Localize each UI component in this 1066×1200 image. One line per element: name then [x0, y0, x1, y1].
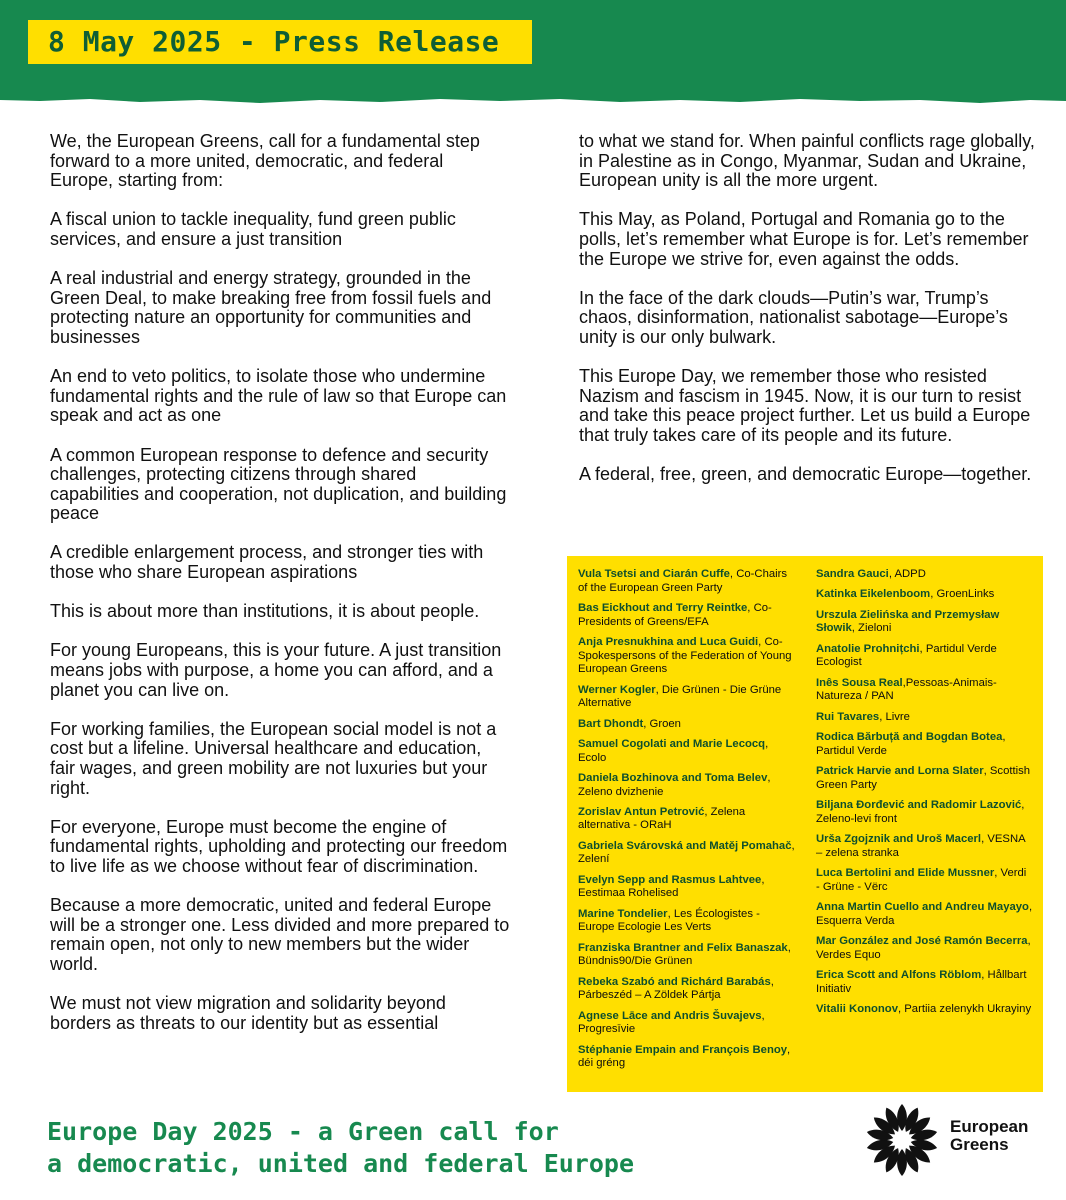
body-right-paragraph: A federal, free, green, and democratic Europe—together. — [579, 464, 1032, 485]
signatory-separator: , — [1028, 901, 1033, 914]
signatory-affiliation: Scottish Green Party — [815, 765, 1031, 791]
signatory-names: Urszula Zielińska and Przemysław Słowik — [815, 608, 1000, 635]
signatory-separator: , — [902, 676, 906, 689]
signatory-separator: , — [761, 873, 765, 886]
signatory-names: Werner Kogler — [578, 683, 656, 696]
signatory-names: Bas Eickhout and Terry Reintke — [578, 601, 748, 614]
signatory-affiliation: Progresīvie — [578, 1023, 636, 1036]
body-right-column — [579, 132, 1044, 504]
signatory-affiliation: Die Grünen - Die Grüne Alternative — [578, 683, 782, 710]
date-banner: 8 May 2025 - Press Release — [28, 20, 532, 64]
signatory-entry — [816, 568, 1033, 582]
signatory-separator: , — [851, 622, 859, 635]
signatory-affiliation: Ecolo — [578, 751, 607, 764]
signatory-separator: , — [655, 683, 662, 696]
body-left-paragraph: This is about more than institutions, it is about people. — [50, 601, 480, 622]
signatory-names: Marine Tondelier — [578, 907, 668, 920]
signatory-separator: , — [643, 717, 650, 730]
footer-title — [47, 1116, 747, 1180]
sunflower-icon — [864, 1102, 944, 1178]
signatory-separator: , — [667, 907, 674, 920]
signatory-names: Vula Tsetsi and Ciarán Cuffe — [578, 568, 730, 580]
signatory-names: Katinka Eikelenboom — [815, 588, 931, 601]
signatory-entry — [578, 1044, 798, 1071]
signatory-affiliation: Esquerra Verda — [815, 914, 895, 927]
signatory-entry — [816, 833, 1033, 860]
signatory-names: Anna Martin Cuello and Andreu Mayayo — [815, 901, 1029, 914]
body-left-paragraph: An end to veto politics, to isolate those who undermine fundamental rights and the rule of law so that Europe can speak and act as one — [50, 366, 507, 426]
signatory-affiliation: Bündnis90/Die Grünen — [578, 955, 693, 968]
signatory-names: Erica Scott and Alfons Röblom — [815, 969, 982, 982]
signatory-entry — [816, 609, 1033, 636]
signatory-affiliation: GroenLinks — [936, 588, 995, 601]
signatory-affiliation: Verdes Equo — [815, 948, 881, 961]
body-right-paragraph: This May, as Poland, Portugal and Romania go to the polls, let’s remember what Europe is for. Let’s remember the Europe we strive for, even against the odds. — [579, 209, 1029, 269]
signatory-affiliation: déi gréng — [578, 1057, 626, 1070]
signatory-affiliation: Zieloni — [858, 622, 892, 635]
signatory-affiliation: VESNA – zelena stranka — [815, 833, 1026, 859]
signatory-affiliation: Groen — [649, 717, 681, 730]
signatories-box — [567, 556, 1043, 1092]
body-left-column — [50, 132, 510, 1053]
signatory-names: Sandra Gauci — [815, 568, 889, 580]
signatory-names: Daniela Bozhinova and Toma Belev — [578, 771, 768, 784]
signatory-entry — [578, 840, 798, 867]
body-left-paragraph: We, the European Greens, call for a fundamental step forward to a more united, democratic, and federal Europe, starting from: — [50, 131, 480, 191]
signatory-separator: , — [791, 839, 795, 852]
signatory-separator: , — [1002, 731, 1006, 744]
body-left-paragraph: For everyone, Europe must become the engine of fundamental rights, upholding and protecting our freedom to live life as we choose without fear of discrimination. — [50, 816, 508, 876]
signatory-entry — [578, 772, 798, 799]
signatory-affiliation: Co-Spokespersons of the Federation of Young European Greens — [578, 635, 792, 676]
signatory-separator: , — [930, 588, 937, 601]
signatory-affiliation: Partiia zelenykh Ukrayiny — [904, 1003, 1032, 1015]
logo-line-1: European — [950, 1117, 1029, 1136]
signatory-entry — [816, 765, 1033, 792]
signatory-separator: , — [879, 710, 886, 723]
body-right-paragraph: This Europe Day, we remember those who resisted Nazism and fascism in 1945. Now, it is our turn to resist and take this peace project further. Let us build a Europe that truly takes care of its people and its future. — [579, 366, 1031, 445]
footer-title-line-2: a democratic, united and federal Europe — [47, 1149, 634, 1178]
signatory-entry — [816, 677, 1033, 704]
signatory-affiliation: Eestimaa Rohelised — [578, 887, 679, 900]
signatory-separator: , — [1027, 935, 1031, 948]
signatory-affiliation: Co-Chairs of the European Green Party — [578, 568, 788, 594]
signatory-separator: , — [761, 1009, 765, 1022]
signatory-entry — [578, 1010, 798, 1037]
signatory-entry — [816, 1003, 1033, 1017]
signatory-names: Agnese Lāce and Andris Šuvajevs — [578, 1009, 762, 1022]
signatory-names: Stéphanie Empain and François Benoy — [578, 1043, 788, 1056]
signatory-separator: , — [787, 1043, 791, 1056]
signatory-separator: , — [981, 833, 988, 846]
signatory-entry — [816, 731, 1033, 758]
signatory-entry — [578, 874, 798, 901]
signatory-separator: , — [983, 765, 990, 778]
signatory-names: Anja Presnukhina and Luca Guidi — [578, 635, 759, 648]
european-greens-logo — [864, 1102, 1054, 1178]
signatory-affiliation: Hållbart Initiativ — [815, 969, 1027, 995]
signatory-affiliation: Co-Presidents of Greens/EFA — [578, 601, 772, 628]
signatory-entry — [816, 901, 1033, 928]
signatory-affiliation: Pessoas-Animais-Natureza / PAN — [815, 676, 997, 703]
body-left-paragraph: A fiscal union to tackle inequality, fund green public services, and ensure a just transition — [50, 209, 456, 249]
signatory-separator: , — [770, 975, 774, 988]
signatory-names: Patrick Harvie and Lorna Slater — [815, 765, 984, 778]
signatory-separator: , — [919, 642, 926, 655]
signatory-names: Zorislav Antun Petrović — [578, 805, 705, 818]
signatory-separator: , — [994, 867, 1001, 880]
signatory-affiliation: Zeleno-levi front — [815, 812, 897, 825]
signatory-names: Samuel Cogolati and Marie Lecocq — [578, 737, 766, 750]
signatory-affiliation: Les Écologistes - Europe Ecologie Les Verts — [578, 907, 760, 934]
signatory-entry — [578, 908, 798, 935]
sunflower-center — [896, 1134, 908, 1146]
body-left-paragraph: We must not view migration and solidarity beyond borders as threats to our identity but as essential — [50, 993, 446, 1033]
signatory-entry — [578, 636, 798, 677]
signatory-names: Luca Bertolini and Elide Mussner — [815, 867, 995, 880]
signatory-affiliation: Partidul Verde — [815, 744, 887, 757]
signatory-entry — [816, 799, 1033, 826]
signatory-names: Inês Sousa Real — [815, 676, 903, 689]
signatory-separator: , — [729, 568, 737, 580]
signatory-affiliation: Zeleno dvizhenie — [578, 785, 664, 798]
signatory-names: Anatolie Prohnițchi — [815, 642, 920, 655]
body-left-paragraph: A credible enlargement process, and stronger ties with those who share European aspirations — [50, 542, 484, 583]
signatory-names: Evelyn Sepp and Rasmus Lahtvee — [578, 873, 762, 886]
header-band — [0, 0, 1066, 108]
signatory-separator: , — [888, 568, 895, 580]
body-right-paragraph: In the face of the dark clouds—Putin’s war, Trump’s chaos, disinformation, nationalist sabotage—Europe’s unity is our only bulwark. — [579, 287, 1008, 347]
logo-line-2: Greens — [950, 1135, 1009, 1154]
logo-wordmark — [950, 1118, 1028, 1154]
signatory-affiliation: ADPD — [894, 568, 926, 580]
signatory-entry — [578, 568, 798, 595]
signatory-names: Rodica Bărbuță and Bogdan Botea — [815, 731, 1003, 744]
signatory-names: Vitalii Kononov — [815, 1003, 898, 1015]
signatories-right-column — [816, 568, 1033, 1092]
body-left-paragraph: A common European response to defence and security challenges, protecting citizens through shared capabilities and cooperation, not duplication, and building peace — [50, 444, 507, 524]
signatory-names: Franziska Brantner and Felix Banaszak — [578, 941, 788, 954]
signatory-separator: , — [747, 601, 754, 614]
signatory-entry — [578, 684, 798, 711]
signatory-separator: , — [765, 737, 769, 750]
body-left-paragraph: For working families, the European social model is not a cost but a lifeline. Universal healthcare and education, fair wages, and green mobility are not luxuries but your right. — [50, 718, 497, 798]
signatory-names: Bart Dhondt — [578, 717, 644, 730]
signatory-affiliation: Zelena alternativa - ORaH — [578, 805, 746, 832]
signatory-entry — [816, 935, 1033, 962]
signatory-entry — [816, 643, 1033, 670]
signatory-names: Rui Tavares — [815, 710, 880, 723]
signatory-entry — [816, 969, 1033, 996]
signatory-entry — [578, 738, 798, 765]
signatory-separator: , — [787, 941, 791, 954]
signatory-separator: , — [767, 771, 771, 784]
signatory-entry — [578, 976, 798, 1003]
body-left-paragraph: Because a more democratic, united and federal Europe will be a stronger one. Less divided and more prepared to remain open, not only to new members but the wider world. — [50, 895, 510, 974]
signatory-entry — [816, 588, 1033, 602]
signatory-entry — [816, 867, 1033, 894]
signatory-affiliation: Párbeszéd – A Zöldek Pártja — [578, 989, 721, 1002]
signatory-entry — [578, 806, 798, 833]
signatory-affiliation: Livre — [885, 710, 910, 723]
body-left-paragraph: A real industrial and energy strategy, grounded in the Green Deal, to make breaking free from fossil fuels and protecting nature an opportunity for communities and businesses — [50, 268, 492, 347]
footer-title-line-1: Europe Day 2025 - a Green call for — [47, 1117, 559, 1146]
signatories-left-column — [578, 568, 798, 1092]
signatory-names: Biljana Đorđević and Radomir Lazović — [815, 799, 1022, 812]
signatory-separator: , — [704, 805, 711, 818]
signatory-entry — [578, 602, 798, 629]
signatory-names: Gabriela Svárovská and Matěj Pomahač — [578, 839, 792, 852]
signatory-separator: , — [758, 635, 765, 648]
signatory-names: Rebeka Szabó and Richárd Barabás — [578, 975, 771, 988]
signatory-affiliation: Partidul Verde Ecologist — [815, 642, 997, 669]
signatory-separator: , — [897, 1003, 905, 1015]
signatory-names: Mar González and José Ramón Becerra — [815, 935, 1028, 948]
body-left-paragraph: For young Europeans, this is your future. A just transition means jobs with purpose, a home you can afford, and a planet you can live on. — [50, 640, 502, 700]
signatory-names: Urša Zgojznik and Uroš Macerl — [815, 833, 982, 846]
signatory-entry — [578, 942, 798, 969]
signatory-entry — [816, 711, 1033, 725]
signatory-entry — [578, 718, 798, 732]
body-right-paragraph: to what we stand for. When painful conflicts rage globally, in Palestine as in Congo, Myanmar, Sudan and Ukraine, European unity is all the more urgent. — [579, 131, 1035, 191]
signatory-separator: , — [1021, 799, 1025, 812]
signatory-affiliation: Zelení — [578, 853, 610, 866]
signatory-affiliation: Verdi - Grüne - Vërc — [815, 867, 1027, 893]
signatory-separator: , — [981, 969, 988, 982]
